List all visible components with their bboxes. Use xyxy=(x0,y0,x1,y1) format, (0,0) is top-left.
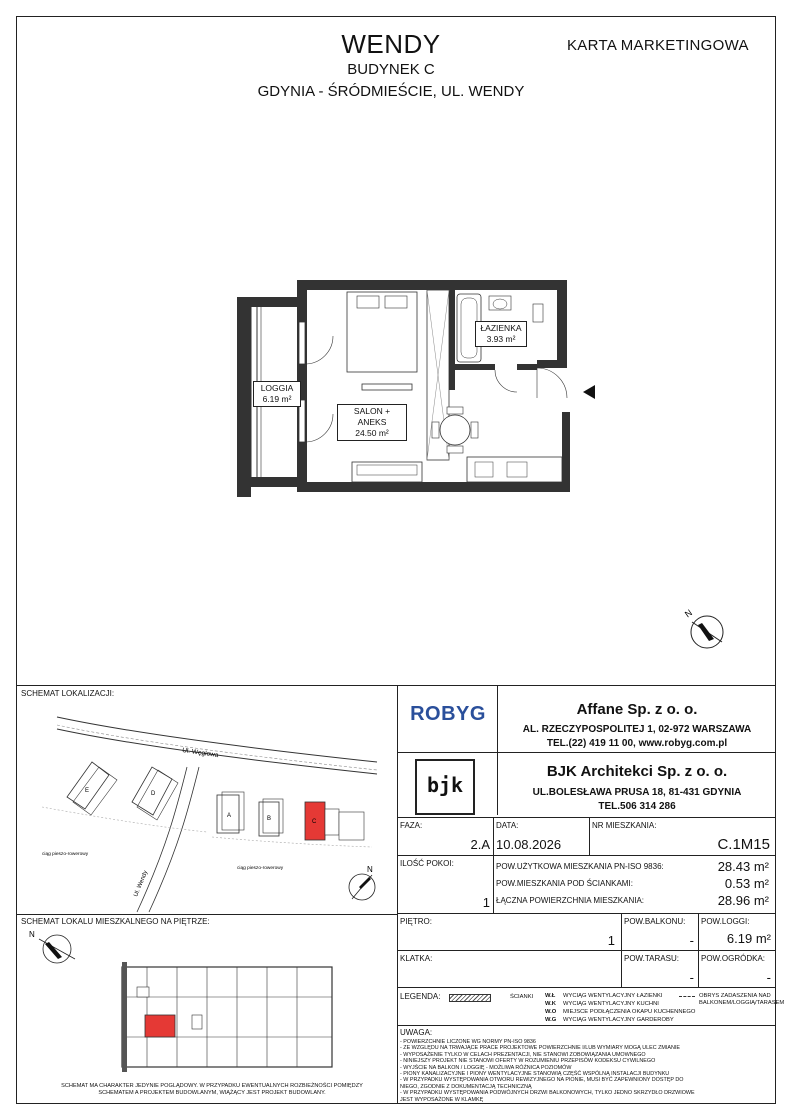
balkon-label: POW.BALKONU: xyxy=(624,917,686,926)
svg-text:ciąg pieszo-rowerowy: ciąg pieszo-rowerowy xyxy=(237,866,284,871)
ps-value: 0.53 m² xyxy=(724,876,769,891)
nr-divider xyxy=(397,855,775,856)
legend-wo-text: MIEJSCE PODŁĄCZENIA OKAPU KUCHENNEGO xyxy=(563,1009,696,1015)
location-schema-title: SCHEMAT LOKALIZACJI: xyxy=(21,689,115,698)
ogrodek-label: POW.OGRÓDKA: xyxy=(701,954,766,963)
notes-title: UWAGA: xyxy=(400,1028,433,1037)
floor-schema-map xyxy=(27,927,387,1077)
taras-value: - xyxy=(689,970,694,985)
nr-value: C.1M15 xyxy=(717,836,770,853)
svg-text:B: B xyxy=(267,816,272,822)
legend-walls: ŚCIANKI xyxy=(510,994,534,1000)
legend-divider xyxy=(397,1025,775,1026)
architect-logo: bjk xyxy=(426,773,464,797)
pietro-label: PIĘTRO: xyxy=(400,917,433,926)
data-label: DATA: xyxy=(496,821,519,830)
note-line: - ZE WZGLĘDU NA TRWAJĄCE PRACE PROJEKTOWE POWIERZCHNIE I/LUB WYMIARY MOGĄ ULEC ZMIANIE xyxy=(400,1045,680,1052)
architect-name: BJK Architekci Sp. z o. o. xyxy=(546,763,728,780)
project-title: WENDY xyxy=(341,29,441,59)
card-type: KARTA MARKETINGOWA xyxy=(567,37,749,54)
legend-wk-text: WYCIĄG WENTYLACYJNY KUCHNI xyxy=(563,1001,659,1007)
loggia-area-value: 6.19 m² xyxy=(726,931,771,946)
pokoje-label: ILOŚĆ POKOI: xyxy=(400,859,454,868)
legend-obrys: OBRYS ZADASZENIA NAD BALKONEM/LOGGIĄ/TARASEM xyxy=(699,993,785,1006)
svg-text:Ul. Węglowa: Ul. Węglowa xyxy=(181,747,219,760)
faza-label: FAZA: xyxy=(400,821,423,830)
svg-text:N: N xyxy=(367,865,373,874)
developer-address: AL. RZECZYPOSPOLITEJ 1, 02-972 WARSZAWA xyxy=(522,724,752,735)
location-divider xyxy=(17,914,397,915)
pokoje-divider xyxy=(493,855,494,913)
disclaimer-text: SCHEMAT MA CHARAKTER JEDYNIE POGLĄDOWY. W PRZYPADKU EWENTUALNYCH ROZBIEŻNOŚCI POMIĘDZY SCHEMATEM A PROJEKTEM BUDOWLANYM, WIĄŻĄCY JEST PROJEKT BUDOWLANY. xyxy=(61,1083,363,1096)
architect-logo-box xyxy=(415,759,475,815)
svg-text:D: D xyxy=(151,791,156,797)
loggia-area-label: POW.LOGGI: xyxy=(701,917,750,926)
nr-label: NR MIESZKANIA: xyxy=(592,821,657,830)
developer-logo: ROBYG xyxy=(410,703,486,725)
developer-contact: TEL.(22) 419 11 00, www.robyg.com.pl xyxy=(546,738,728,749)
pl-value: 28.96 m² xyxy=(717,893,769,908)
notes-list xyxy=(400,1039,700,1103)
legend-wl-code: W.Ł xyxy=(545,993,556,999)
klatka-row-divider xyxy=(397,987,775,988)
svg-text:A: A xyxy=(227,813,232,819)
architect-address: UL.BOLESŁAWA PRUSA 18, 81-431 GDYNIA xyxy=(532,787,742,798)
faza-divider xyxy=(493,817,494,855)
building-name: BUDYNEK C xyxy=(347,61,435,78)
note-line: - W PRZYPADKU WYSTĘPOWANIA PODWÓJNYCH DRZWI BALKONOWYCH, TYLKO JEDNO SKRZYDŁO DRZWIOWE JEST WYPOSAŻONE W KLAMKĘ xyxy=(400,1090,695,1103)
legend-wg-text: WYCIĄG WENTYLACYJNY GARDEROBY xyxy=(563,1017,674,1023)
developer-divider xyxy=(397,752,775,753)
pietro-value: 1 xyxy=(607,933,615,948)
faza-value: 2.A xyxy=(470,837,490,852)
project-location: GDYNIA - ŚRÓDMIEŚCIE, UL. WENDY xyxy=(257,83,525,100)
logo-divider xyxy=(497,685,498,815)
marketing-card-sheet xyxy=(16,16,785,1104)
column-divider xyxy=(397,685,398,1103)
pokoje-value: 1 xyxy=(482,895,490,910)
svg-text:N: N xyxy=(682,607,694,620)
balkon-value: - xyxy=(689,933,694,948)
ogrodek-value: - xyxy=(766,970,771,985)
area-divider xyxy=(397,913,775,914)
legend-title: LEGENDA: xyxy=(400,992,441,1001)
architect-contact: TEL.506 314 286 xyxy=(598,801,676,812)
loggia-label xyxy=(253,381,301,407)
legend-wk-code: W.K xyxy=(545,1001,556,1007)
north-arrow-icon xyxy=(682,607,732,657)
note-line: - W PRZYPADKU WYSTĘPOWANIA OTWORU REWIZYJNEGO NA PIONIE, MUSI BYĆ ZAPEWNIONY DOSTĘP DO NIEGO, ZGODNIE Z DOKUMENTACJĄ TECHNICZNĄ xyxy=(400,1077,684,1090)
bath-name: ŁAZIENKA xyxy=(480,323,522,333)
bath-area: 3.93 m² xyxy=(486,334,516,344)
klatka-label: KLATKA: xyxy=(400,954,433,963)
note-line: - PIONY KANALIZACYJNE I PIONY WENTYLACYJNE STANOWIĄ CZĘŚĆ WSPÓLNĄ INSTALACJI BUDYNKU xyxy=(400,1071,670,1078)
walls-hatch-icon xyxy=(449,994,491,1002)
svg-text:ciąg pieszo-rowerowy: ciąg pieszo-rowerowy xyxy=(42,852,89,857)
salon-label xyxy=(337,404,407,441)
note-line: - WYPOSAŻENIE TYLKO W CELACH PREZENTACJI, NIE STANOWI ZOBOWIĄZANIA UMOWNEGO xyxy=(400,1051,646,1058)
taras-label: POW.TARASU: xyxy=(624,954,679,963)
svg-text:C: C xyxy=(312,819,317,825)
pl-label: ŁĄCZNA POWIERZCHNIA MIESZKANIA: xyxy=(496,896,645,905)
bath-label xyxy=(475,321,527,347)
pu-label: POW.UŻYTKOWA MIESZKANIA PN-ISO 9836: xyxy=(496,862,664,871)
architect-divider xyxy=(397,817,775,818)
roof-outline-icon xyxy=(679,996,695,997)
salon-name: SALON + ANEKS xyxy=(353,406,391,427)
loggia-name: LOGGIA xyxy=(260,383,294,393)
legend-wg-code: W.G xyxy=(545,1017,557,1023)
note-line: - NINIEJSZY PROJEKT NIE STANOWI OFERTY W ROZUMIENIU PRZEPISÓW KODEKSU CYWILNEGO xyxy=(400,1058,656,1065)
note-line: - POWIERZCHNIE LICZONE WG NORMY PN-ISO 9836 xyxy=(400,1039,536,1045)
ps-label: POW.MIESZKANIA POD ŚCIANKAMI: xyxy=(496,879,633,888)
svg-text:Ul. Wendy: Ul. Wendy xyxy=(133,869,150,898)
location-map xyxy=(37,707,382,917)
data-divider xyxy=(589,817,590,855)
svg-text:N: N xyxy=(29,930,35,939)
note-line: - WYJŚCIE NA BALKON / LOGGIĘ - MOŻLIWA RÓŻNICA POZIOMÓW xyxy=(400,1064,572,1071)
data-value: 10.08.2026 xyxy=(496,837,562,852)
salon-area: 24.50 m² xyxy=(355,428,389,438)
legend-wo-code: W.O xyxy=(545,1009,557,1015)
pu-value: 28.43 m² xyxy=(717,859,769,874)
main-divider xyxy=(17,685,775,686)
floor-schema-title: SCHEMAT LOKALU MIESZKALNEGO NA PIĘTRZE: xyxy=(21,917,210,926)
developer-name: Affane Sp. z o. o. xyxy=(576,701,698,718)
loggia-area: 6.19 m² xyxy=(262,394,292,404)
svg-text:E: E xyxy=(85,788,90,794)
legend-wl-text: WYCIĄG WENTYLACYJNY ŁAZIENKI xyxy=(563,993,663,999)
pietro-row-divider xyxy=(397,950,775,951)
